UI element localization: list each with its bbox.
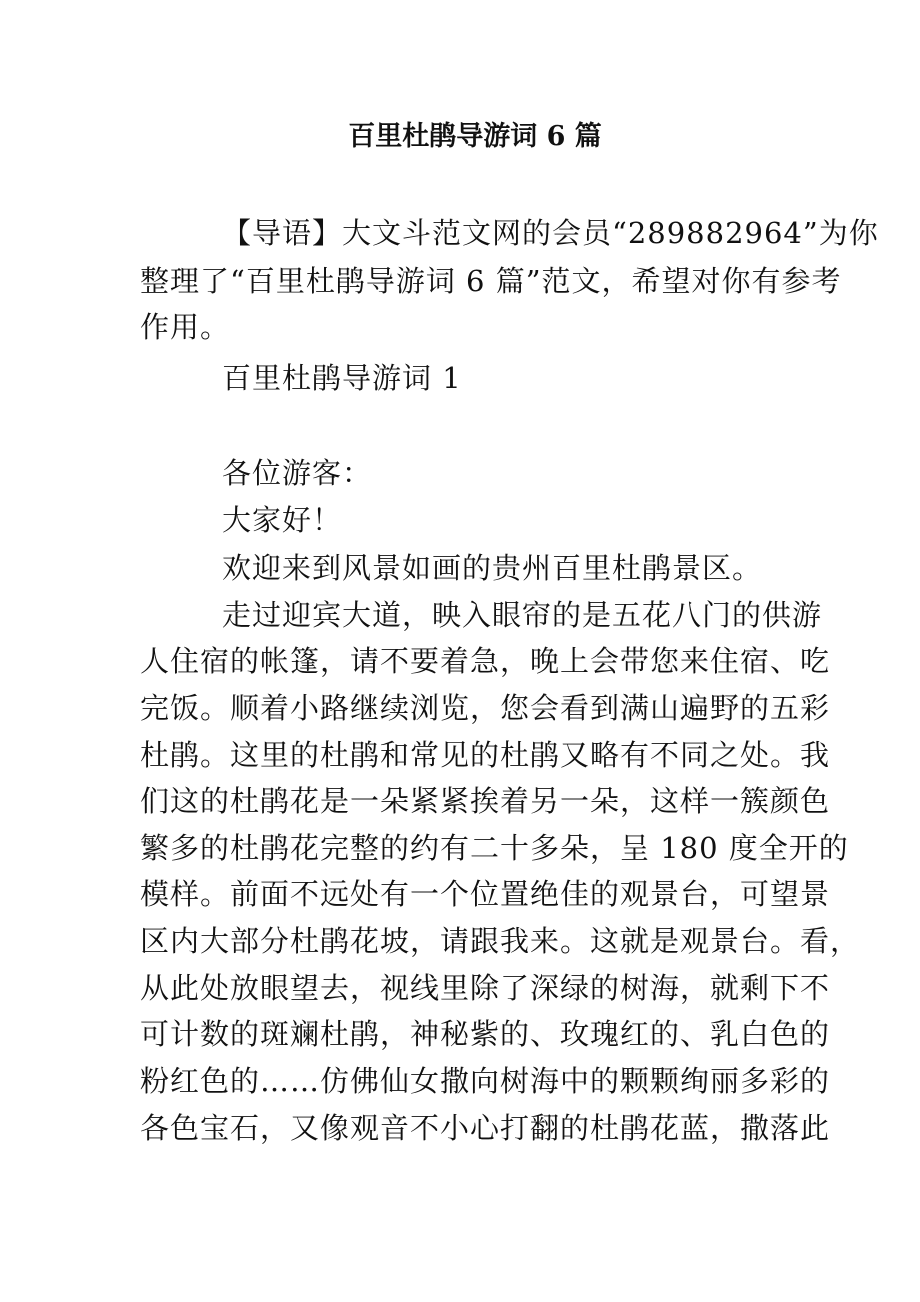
body-line: 人住宿的帐篷，请不要着急，晚上会带您来住宿、吃 (140, 644, 831, 678)
welcome-line: 欢迎来到风景如画的贵州百里杜鹃景区。 (222, 551, 763, 585)
document-title: 百里杜鹃导游词 6 篇 (348, 121, 602, 152)
greeting: 各位游客： (222, 456, 373, 490)
body-line: 们这的杜鹃花是一朵紧紧挨着另一朵，这样一簇颜色 (140, 784, 831, 818)
body-line: 完饭。顺着小路继续浏览，您会看到满山遍野的五彩 (140, 691, 831, 725)
body-line: 粉红色的……仿佛仙女撒向树海中的颗颗绚丽多彩的 (140, 1064, 831, 1098)
body-line: 模样。前面不远处有一个位置绝佳的观景台，可望景 (140, 877, 831, 911)
body-line: 区内大部分杜鹃花坡，请跟我来。这就是观景台。看， (140, 924, 861, 958)
body-line: 杜鹃。这里的杜鹃和常见的杜鹃又略有不同之处。我 (140, 738, 831, 772)
intro-line: 整理了“百里杜鹃导游词 6 篇”范文，希望对你有参考 (140, 264, 842, 298)
body-line: 可计数的斑斓杜鹃，神秘紫的、玫瑰红的、乳白色的 (140, 1017, 831, 1051)
intro-line: 作用。 (140, 310, 231, 344)
body-line: 繁多的杜鹃花完整的约有二十多朵，呈 180 度全开的 (140, 831, 849, 865)
section-heading: 百里杜鹃导游词 1 (222, 361, 462, 395)
intro-line: 【导语】大文斗范文网的会员“289882964”为你 (222, 216, 879, 250)
hello-line: 大家好！ (222, 503, 343, 537)
body-line: 从此处放眼望去，视线里除了深绿的树海，就剩下不 (140, 971, 831, 1005)
body-line: 走过迎宾大道，映入眼帘的是五花八门的供游 (222, 598, 823, 632)
body-line: 各色宝石，又像观音不小心打翻的杜鹃花蓝，撒落此 (140, 1111, 831, 1145)
